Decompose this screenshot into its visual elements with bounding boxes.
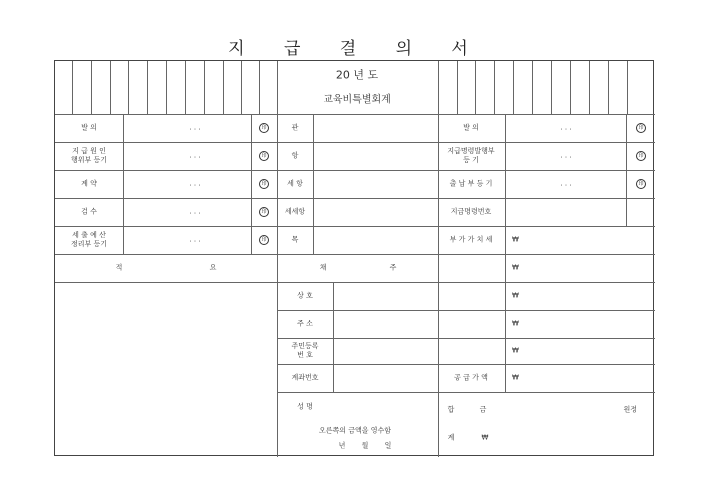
- row-line: [55, 142, 655, 143]
- label-sesehang: 세세항: [284, 207, 306, 216]
- col-line: [147, 61, 148, 114]
- col-line: [513, 61, 514, 114]
- row-line: [55, 114, 655, 115]
- col-line: [241, 61, 242, 114]
- won-sign: ₩: [512, 291, 519, 300]
- date-field: . . .: [560, 179, 572, 188]
- label-jeok: 적: [115, 263, 123, 272]
- label-ledger-register: 출 납 부 등 기: [449, 179, 493, 188]
- label-contract: 계 약: [81, 179, 97, 188]
- col-line: [185, 61, 186, 114]
- col-line: [457, 61, 458, 114]
- won-sign: ₩: [512, 346, 519, 355]
- label-name: 성 명: [297, 402, 313, 411]
- seal-icon: 印: [259, 235, 269, 245]
- date-field: . . .: [189, 235, 201, 244]
- won-sign: ₩: [512, 263, 519, 272]
- label-payment-cause: 지 급 원 인 행위부 등기: [70, 147, 108, 164]
- total-won-sign: ₩: [481, 433, 489, 442]
- col-line: [72, 61, 73, 114]
- col-line: [570, 61, 571, 114]
- vat-won-sign: ₩: [512, 235, 519, 244]
- col-line: [505, 198, 506, 254]
- col-line: [204, 61, 205, 114]
- col-line: [110, 61, 111, 114]
- col-line: [277, 114, 278, 457]
- label-bal-ui: 발 의: [81, 123, 97, 132]
- col-line: [259, 61, 260, 114]
- col-line: [627, 61, 628, 114]
- label-company: 상 호: [297, 291, 313, 300]
- date-field: . . .: [560, 151, 572, 160]
- col-line: [313, 114, 314, 254]
- label-address: 주 소: [297, 319, 313, 328]
- row-line: [277, 392, 429, 393]
- col-line: [333, 282, 334, 392]
- col-line: [128, 61, 129, 114]
- label-gye: 계: [447, 433, 455, 442]
- col-line: [438, 61, 439, 114]
- label-account-number: 계좌번호: [291, 373, 319, 382]
- label-inspection: 검 수: [81, 207, 97, 216]
- label-supply-amount: 공 급 가 액: [454, 373, 488, 382]
- col-line: [551, 61, 552, 114]
- col-line: [626, 114, 627, 226]
- label-budget-register: 세 출 예 산 정리부 등기: [70, 231, 108, 248]
- row-line: [429, 392, 655, 393]
- seal-icon: 印: [259, 151, 269, 161]
- col-line: [505, 254, 506, 392]
- fiscal-year: 20 년 도: [335, 68, 379, 82]
- label-right-bal-ui: 발 의: [463, 123, 479, 132]
- label-chae: 채: [319, 263, 327, 272]
- document-title: 지 급 결 의 서: [228, 39, 485, 59]
- label-order-register: 지급명령발행부 등 기: [447, 147, 495, 164]
- col-line: [91, 61, 92, 114]
- label-hang: 항: [291, 151, 299, 160]
- won-sign: ₩: [512, 319, 519, 328]
- seal-icon: 印: [259, 179, 269, 189]
- label-gwan: 관: [291, 123, 299, 132]
- label-resident-number: 주민등록 번 호: [291, 342, 319, 359]
- col-line: [589, 61, 590, 114]
- label-wonjeong: 원정: [623, 405, 637, 414]
- account-name: 교육비특별회계: [323, 94, 391, 106]
- seal-icon: 印: [636, 123, 646, 133]
- row-line: [55, 254, 655, 255]
- seal-icon: 印: [636, 179, 646, 189]
- label-yo: 요: [209, 263, 217, 272]
- row-line: [55, 198, 655, 199]
- col-line: [475, 61, 476, 114]
- col-line: [494, 61, 495, 114]
- receipt-date: 년 월 일: [338, 441, 392, 450]
- col-line: [608, 61, 609, 114]
- date-field: . . .: [189, 207, 201, 216]
- col-line: [251, 114, 252, 254]
- label-ju: 주: [389, 263, 397, 272]
- label-order-number: 지급명령번호: [450, 207, 492, 216]
- seal-icon: 印: [259, 207, 269, 217]
- col-line: [166, 61, 167, 114]
- payment-form: [54, 60, 654, 456]
- date-field: . . .: [189, 179, 201, 188]
- date-field: . . .: [189, 151, 201, 160]
- row-line: [55, 282, 655, 283]
- row-line: [55, 226, 655, 227]
- col-line: [438, 282, 439, 457]
- col-line: [123, 114, 124, 254]
- date-field: . . .: [189, 123, 201, 132]
- col-line: [438, 254, 439, 282]
- seal-icon: 印: [636, 151, 646, 161]
- label-geum: 금: [479, 405, 487, 414]
- supply-won-sign: ₩: [512, 373, 519, 382]
- label-vat: 부 가 가 치 세: [449, 235, 493, 244]
- receipt-text: 오른쪽의 금액을 영수함: [318, 426, 392, 435]
- date-field: . . .: [560, 123, 572, 132]
- label-hap: 합: [447, 405, 455, 414]
- col-line: [277, 61, 278, 114]
- seal-icon: 印: [259, 123, 269, 133]
- col-line: [532, 61, 533, 114]
- label-sehang: 세 항: [287, 179, 303, 188]
- label-mok: 목: [291, 235, 299, 244]
- row-line: [55, 170, 655, 171]
- col-line: [223, 61, 224, 114]
